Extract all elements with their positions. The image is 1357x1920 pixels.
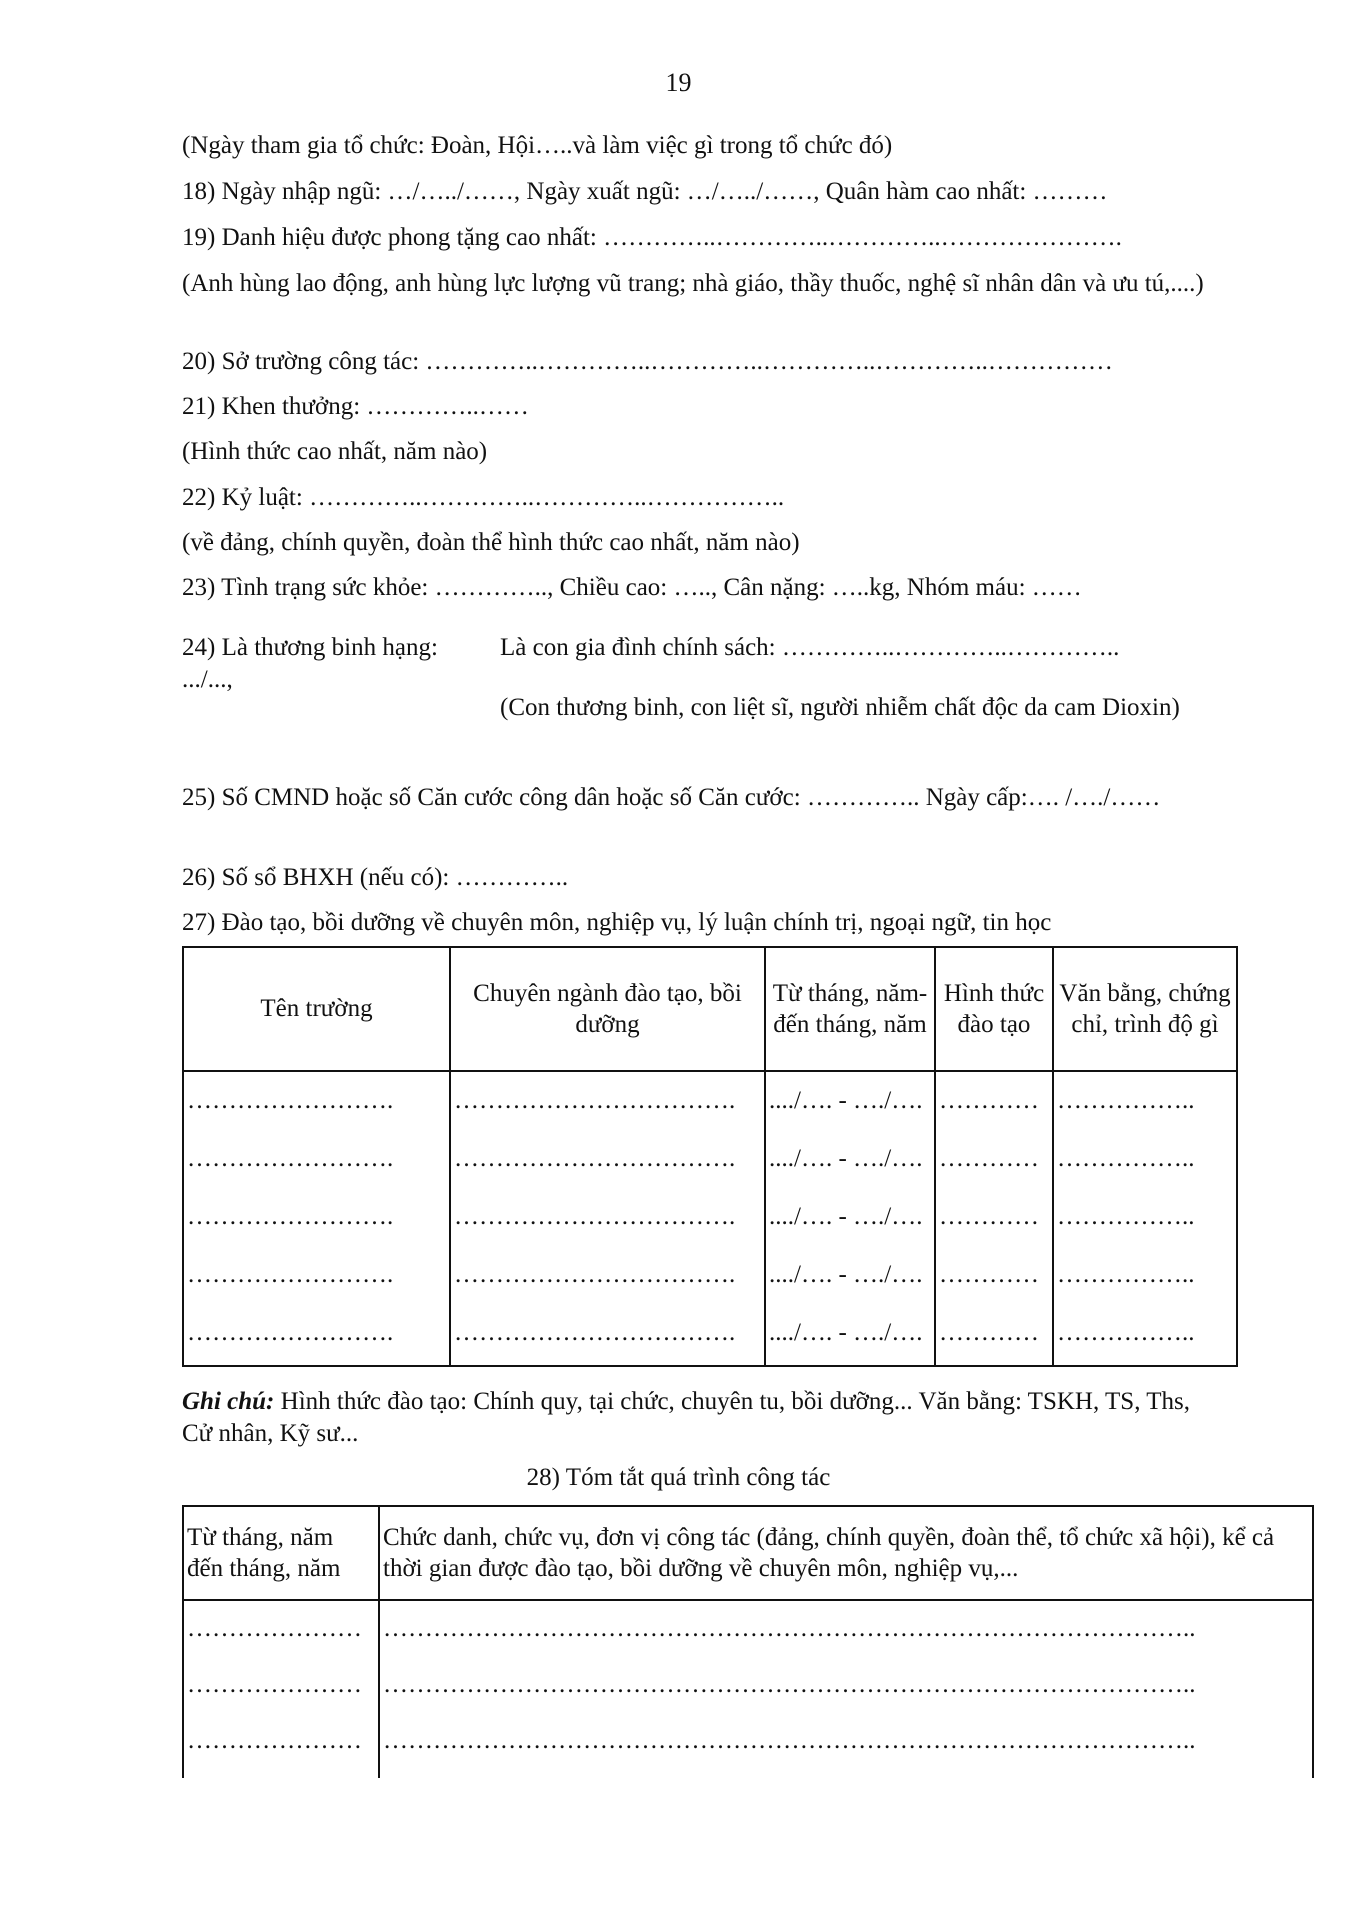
item-20-work-strength: 20) Sở trường công tác: …………..…………..…………..…………..…………..…………… [182,348,1113,375]
item-24-war-invalid-grade: 24) Là thương binh hạng: .../..., [182,634,438,693]
period-entry[interactable]: ………………… [187,1671,362,1698]
column-header-major: Chuyên ngành đào tạo, bồi dưỡng [450,947,765,1071]
column-header-period: Từ tháng, năm đến tháng, năm [183,1506,379,1600]
period-entry[interactable]: ..../…. - …./…. [769,1145,923,1172]
training-form-entry[interactable]: ………… [939,1145,1039,1172]
item-25-id-number: 25) Số CMND hoặc số Căn cước công dân hoặc số Căn cước: ………….. Ngày cấp:…. /…./…… [182,784,1161,811]
degree-entry[interactable]: …………….. [1057,1261,1195,1288]
training-table [182,946,1238,1367]
column-header-degree: Văn bằng, chứng chỉ, trình độ gì [1053,947,1237,1071]
item-22-note: (về đảng, chính quyền, đoàn thể hình thức cao nhất, năm nào) [182,529,800,556]
major-entry[interactable]: ……………………………. [454,1087,736,1114]
school-name-entry[interactable]: ……………………. [187,1203,394,1230]
item-26-social-insurance: 26) Số sổ BHXH (nếu có): ………….. [182,864,569,891]
degree-entry[interactable]: …………….. [1057,1319,1195,1346]
training-form-entry[interactable]: ………… [939,1087,1039,1114]
training-form-cells [935,1071,1053,1366]
column-header-school-name: Tên trường [183,947,450,1071]
period-cells [765,1071,935,1366]
note-text: Hình thức đào tạo: Chính quy, tại chức, chuyên tu, bồi dưỡng... Văn bằng: TSKH, TS, Ths, Cử nhân, Kỹ sư... [182,1388,1190,1447]
school-name-entry[interactable]: ……………………. [187,1261,394,1288]
period-cells [183,1600,379,1778]
major-entry[interactable]: ……………………………. [454,1145,736,1172]
item-24-policy-family: Là con gia đình chính sách: …………..…………..………….. [500,634,1120,661]
degree-entry[interactable]: …………….. [1057,1087,1195,1114]
column-header-position: Chức danh, chức vụ, đơn vị công tác (đảng, chính quyền, đoàn thể, tổ chức xã hội), kể cả thời gian được đào tạo, bồi dưỡng về chuyên môn, nghiệp vụ,... [379,1506,1313,1600]
degree-entry[interactable]: …………….. [1057,1145,1195,1172]
column-header-training-form: Hình thức đào tạo [935,947,1053,1071]
degree-entry[interactable]: …………….. [1057,1203,1195,1230]
item-19-highest-title: 19) Danh hiệu được phong tặng cao nhất: …………..…………..…………..…………………. [182,224,1122,251]
item-24-policy-family-note: (Con thương binh, con liệt sĩ, người nhiễm chất độc da cam Dioxin) [500,694,1180,721]
item-19-note: (Anh hùng lao động, anh hùng lực lượng vũ trang; nhà giáo, thầy thuốc, nghệ sĩ nhân dân và ưu tú,....) [182,270,1204,297]
position-entry[interactable]: …………………………………………………………………………………….. [383,1727,1196,1754]
major-cells [450,1071,765,1366]
table-row [183,1600,1313,1778]
org-participation-note: (Ngày tham gia tổ chức: Đoàn, Hội…..và làm việc gì trong tổ chức đó) [182,132,893,159]
position-cells [379,1600,1313,1778]
training-form-entry[interactable]: ………… [939,1319,1039,1346]
item-18-military-service: 18) Ngày nhập ngũ: …/…../……, Ngày xuất ngũ: …/…../……, Quân hàm cao nhất: ……… [182,178,1108,205]
position-entry[interactable]: …………………………………………………………………………………….. [383,1615,1196,1642]
training-form-entry[interactable]: ………… [939,1203,1039,1230]
period-entry[interactable]: ..../…. - …./…. [769,1319,923,1346]
section-28-title: 28) Tóm tắt quá trình công tác [526,1464,831,1491]
school-name-cells [183,1071,450,1366]
page-number: 19 [665,68,692,97]
major-entry[interactable]: ……………………………. [454,1319,736,1346]
note-label: Ghi chú: [182,1388,275,1415]
school-name-entry[interactable]: ……………………. [187,1145,394,1172]
period-entry[interactable]: ………………… [187,1727,362,1754]
item-27-training: 27) Đào tạo, bồi dưỡng về chuyên môn, nghiệp vụ, lý luận chính trị, ngoại ngữ, tin học [182,909,1052,936]
item-21-awards: 21) Khen thưởng: …………..…… [182,393,529,420]
school-name-entry[interactable]: ……………………. [187,1087,394,1114]
training-form-entry[interactable]: ………… [939,1261,1039,1288]
table-row [183,1071,1237,1366]
period-entry[interactable]: ………………… [187,1615,362,1642]
item-21-note: (Hình thức cao nhất, năm nào) [182,438,488,465]
period-entry[interactable]: ..../…. - …./…. [769,1203,923,1230]
column-header-period: Từ tháng, năm- đến tháng, năm [765,947,935,1071]
period-entry[interactable]: ..../…. - …./…. [769,1087,923,1114]
position-entry[interactable]: …………………………………………………………………………………….. [383,1671,1196,1698]
training-note [182,1386,1212,1450]
work-history-table [182,1505,1314,1778]
degree-cells [1053,1071,1237,1366]
major-entry[interactable]: ……………………………. [454,1261,736,1288]
major-entry[interactable]: ……………………………. [454,1203,736,1230]
item-22-discipline: 22) Kỷ luật: …………..…………..…………..…………….. [182,484,785,511]
period-entry[interactable]: ..../…. - …./…. [769,1261,923,1288]
school-name-entry[interactable]: ……………………. [187,1319,394,1346]
item-23-health: 23) Tình trạng sức khỏe: ………….., Chiều cao: ….., Cân nặng: …..kg, Nhóm máu: …… [182,574,1082,601]
